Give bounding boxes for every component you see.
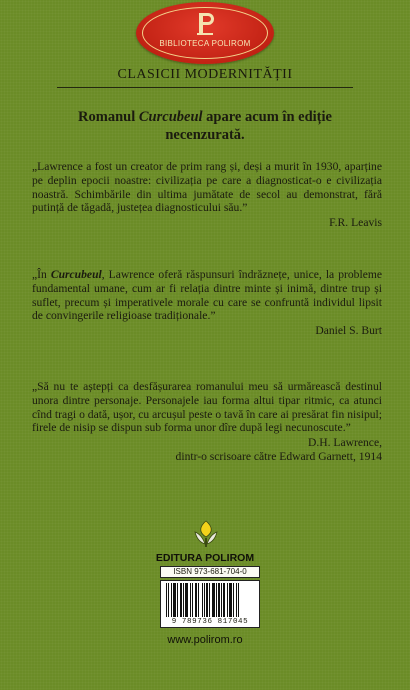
- quote-book-title: Curcubeul: [50, 268, 102, 281]
- quote-intro: „În: [32, 268, 51, 281]
- ean-number: 9 789736 817045: [171, 618, 249, 626]
- quote-text: „Să nu te aștepți ca desfășurarea romanului meu să urmărească destinul unora dintre personaje. Personajele iau forma altui tipar ritmic, ca atunci cînd tragi o dată, ușor, cu arcușul peste o tavă în care ai presărat fin nisipul; firele de nisip se dispun sub forma unor dîre după legi necunoscute.”: [32, 380, 382, 435]
- barcode-bars-icon: [166, 583, 254, 617]
- polirom-leaf-logo-icon: [193, 520, 219, 548]
- headline-part2: apare acum în ediție necenzurată.: [165, 109, 332, 143]
- quote-author: D.H. Lawrence,: [307, 436, 382, 450]
- headline-part1: Romanul: [78, 109, 139, 125]
- quote-burt: [32, 268, 382, 338]
- headline-book-title: Curcubeul: [138, 109, 203, 125]
- series-emblem: [136, 2, 274, 64]
- top-divider: [57, 87, 353, 88]
- quote-leavis: [32, 160, 382, 230]
- publisher-website: www.polirom.ro: [167, 634, 243, 646]
- quote-body: , Lawrence oferă răspunsuri îndrăznețe, unice, la probleme fundamental umane, cum ar fi relația dintre minte și inimă, dintre trup și suflet, precum și imperativele morale cu care se confruntă individul lipsit de convingerile religioase tradiționale.”: [32, 268, 383, 323]
- headline: [40, 108, 370, 144]
- isbn-label: ISBN 973-681-704-0: [160, 566, 260, 578]
- barcode: [160, 580, 260, 628]
- series-name: BIBLIOTECA POLIROM: [159, 39, 251, 48]
- quote-author: F.R. Leavis: [329, 216, 382, 230]
- polirom-p-logo-icon: [195, 11, 215, 37]
- quote-text: [32, 268, 382, 323]
- quote-source: dintr-o scrisoare către Edward Garnett, 1914: [175, 449, 382, 463]
- quote-text: „Lawrence a fost un creator de prim rang și, deși a murit în 1930, aparține pe deplin epocii noastre: civilizația pe care a diagnosticat-o e civilizația noastră. Schimbările din ultima jumătate de secol au demonstrat, fără putință de tăgadă, justețea diagnosticului său.”: [32, 160, 382, 215]
- quote-author: Daniel S. Burt: [315, 324, 382, 338]
- collection-title: CLASICII MODERNITĂȚII: [117, 67, 293, 82]
- quote-lawrence: [32, 380, 382, 464]
- publisher-name: EDITURA POLIROM: [155, 552, 255, 564]
